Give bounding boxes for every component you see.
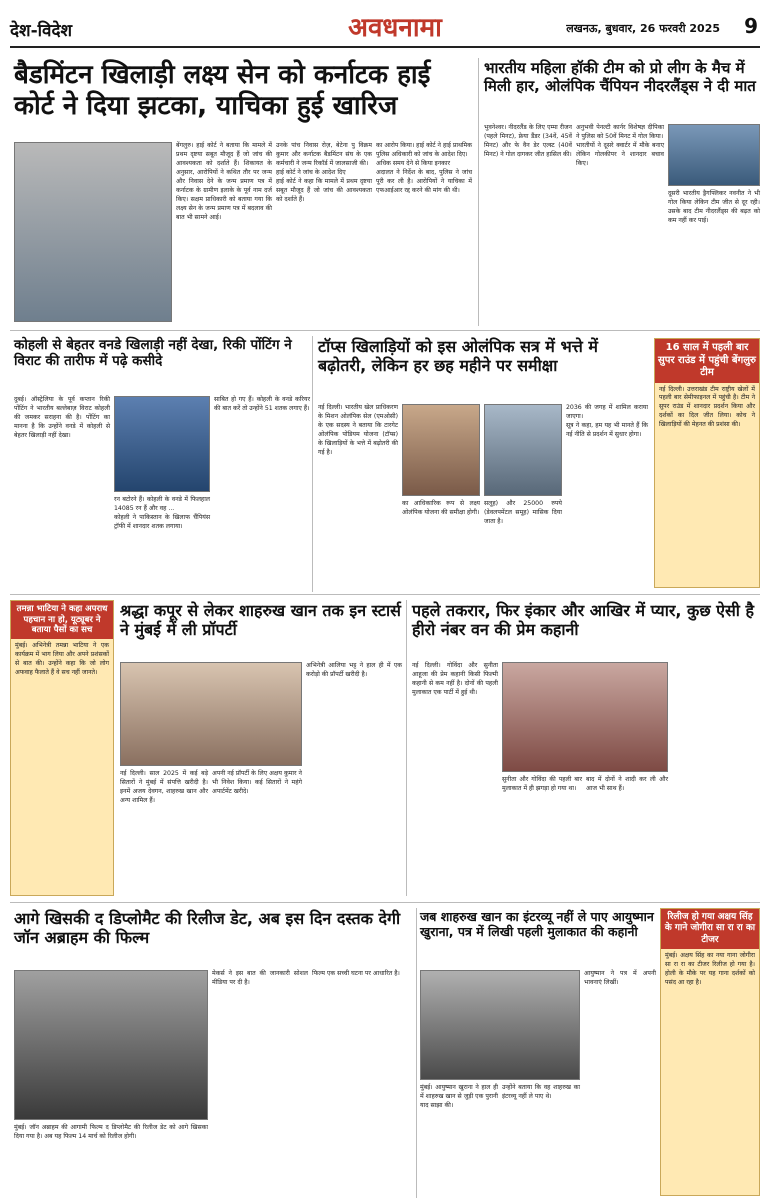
a4-col4: 2036 की जगह में शामिल कराया जाएगा। सूत्र ने कहा, हम यह भी मानते हैं कि नई नीति से प्रदर्शन में सुधार होगा।: [566, 404, 648, 438]
a4-col2: का आधिकारिक रूप से लक्ष्य ओलंपिक योजना की समीक्षा होगी।: [402, 500, 482, 516]
a8-headline: पहले तकरार, फिर इंकार और आखिर में प्यार, कुछ ऐसी है हीरो नंबर वन की प्रेम कहानी: [412, 601, 754, 639]
a10-headline: जब शाहरुख खान का इंटरव्यू नहीं ले पाए आयुष्मान खुराना, पत्र में लिखी पहली मुलाकात की कहानी: [420, 909, 654, 939]
a2-col1: भुवनेश्वर। नीदरलैंड के लिए एम्मा रीजन (पहले मिनट), फ्रेया डैंडर (34वें, 45वें मिनट) और फे वैन डेर एल्स्ट (40वें मिनट) ने गोल दागकर जीत हासिल की।: [484, 124, 574, 158]
divider-row3: [10, 902, 760, 903]
page-header: [10, 8, 760, 48]
divider-row2: [10, 594, 760, 595]
a11-headline: रिलीज हो गया अक्षय सिंह के गाने जोगीरा सा रा रा का टीजर: [661, 909, 759, 949]
a1-photo: [14, 142, 172, 322]
section-label: देश-विदेश: [10, 21, 73, 41]
divider-a1-a2: [478, 58, 479, 326]
a7-col1: नई दिल्ली। साल 2025 में कई बड़े सितारों ने मुंबई में संपत्ति खरीदी है। इनमें अजय देवगन, शाहरुख खान और अन्य शामिल हैं।: [120, 770, 210, 804]
a9-col3: फिल्म एक सच्ची घटना पर आधारित है।: [312, 970, 400, 977]
a5-body: नई दिल्ली। उत्तराखंड टीम राष्ट्रीय खेलों में पहली बार सेमीफाइनल में पहुंची है। टीम ने सुपर राउंड में शानदार प्रदर्शन किया और दर्शकों का दिल जीत लिया। कोच ने खिलाड़ियों की मेहनत की प्रशंसा की।: [659, 385, 757, 429]
a1-headline: बैडमिंटन खिलाड़ी लक्ष्य सेन को कर्नाटक हाई कोर्ट ने दिया झटका, याचिका हुई खारिज: [14, 60, 431, 121]
a6-body: मुंबई। अभिनेत्री तमन्ना भाटिया ने एक कार्यक्रम में भाग लिया और अपने प्रशंसकों से बात की। उन्होंने कहा कि जो लोग अफवाह फैलाते हैं वे सच नहीं जानते।: [15, 641, 111, 676]
a5-sidebox: [654, 338, 760, 588]
a10-col2: उन्होंने बताया कि वह शाहरुख का इंटरव्यू नहीं ले पाए थे।: [502, 1084, 582, 1100]
divider-row1: [10, 330, 760, 331]
masthead-logo: अवधनामा: [348, 13, 442, 43]
a3-col1: दुबई। ऑस्ट्रेलिया के पूर्व कप्तान रिकी पोंटिंग ने भारतीय बल्लेबाज़ विराट कोहली की जमकर सराहना की है। पोंटिंग का मानना है कि उन्होंने वनडे में कोहली से बेहतर खिलाड़ी नहीं देखा।: [14, 396, 112, 439]
divider-a3-a4: [312, 336, 313, 592]
a1-col1: बेंगलुरु। हाई कोर्ट ने बताया कि मामले में प्रथम दृष्टया सबूत मौजूद हैं जो जांच की आवश्यकता को दर्शाते हैं। शिकायत के अनुसार, आरोपियों ने कथित तौर पर जन्म और निवास देने के जन्म प्रमाण पत्र में कर्नाटक के ग्रामीण इलाके के पूर्व नाम दर्ज किए। सक्षम प्राधिकारी को बताया गया कि लक्ष्य सेन के जन्म प्रमाण पत्र में बदलाव की बात भी सामने आई।: [176, 142, 274, 221]
a10-col3: आयुष्मान ने पत्र में अपनी भावनाएं लिखीं।: [584, 970, 658, 986]
a4-col1: नई दिल्ली। भारतीय खेल प्राधिकरण के मिशन ओलंपिक सेल (एमओसी) के एक सदस्य ने बताया कि टारगेट ओलंपिक पोडियम योजना (टॉप्स) के खिलाड़ियों के भत्ते में बढ़ोतरी की गई है।: [318, 404, 400, 456]
a7-photo: [120, 662, 302, 766]
a2-col2: अनुभवी पेनल्टी कार्नर विशेषज्ञ दीपिका ने पुलिस को 50वें मिनट में गोल किया। भारतीयों ने दूसरे क्वार्टर में मौके बनाए लेकिन गोलकीपर ने शानदार बचाव किए।: [576, 124, 664, 167]
a4-headline: टॉप्स खिलाड़ियों को इस ओलंपिक सत्र में भत्ते में बढ़ोतरी, लेकिन हर छह महीने पर समीक्षा: [318, 337, 598, 375]
a9-headline: आगे खिसकी द डिप्लोमैट की रिलीज डेट, अब इस दिन दस्तक देगी जॉन अब्राहम की फिल्म: [14, 909, 401, 947]
a5-headline: 16 साल में पहली बार सुपर राउंड में पहुंची बेंगलुरु टीम: [655, 339, 759, 383]
a8-col1: नई दिल्ली। गोविंदा और सुनीता आहूजा की प्रेम कहानी किसी फिल्मी कहानी से कम नहीं है। दोनों की पहली मुलाकात एक पार्टी में हुई थी।: [412, 662, 500, 696]
a4-col3: सलूह) और 25000 रुपये (डेवलपमेंटल समूह) मासिक दिया जाता है।: [484, 500, 564, 525]
a2-photo: [668, 124, 760, 186]
a11-sidebox: [660, 908, 760, 1196]
divider-a9-a10: [416, 908, 417, 1198]
a3-headline: कोहली से बेहतर वनडे खिलाड़ी नहीं देखा, रिकी पोंटिंग ने विराट की तारीफ में पढ़े कसीदे: [14, 337, 292, 369]
a10-photo: [420, 970, 580, 1080]
a8-col3: बाद में दोनों ने शादी कर ली और आज भी साथ हैं।: [586, 776, 670, 792]
a3-col3: साबित हो गए हैं। कोहली के वनडे करियर की बात करें तो उन्होंने 51 शतक लगाए हैं।: [214, 396, 312, 412]
a7-headline: श्रद्धा कपूर से लेकर शाहरुख खान तक इन स्टार्स ने मुंबई में ली प्रॉपर्टी: [120, 601, 401, 639]
a6-headline: तमन्ना भाटिया ने कहा अपराध पहचान ना हो, यूट्यूबर ने बताया पैसों का सच: [11, 601, 113, 639]
a3-photo: [114, 396, 210, 492]
a7-col2: अपनी नई प्रॉपर्टी के लिए अक्षय कुमार ने भी निवेश किया। कई सितारों ने महंगे अपार्टमेंट खरीदे।: [212, 770, 304, 795]
a2-headline: भारतीय महिला हॉकी टीम को प्रो लीग के मैच में मिली हार, ओलंपिक चैंपियन नीदरलैंड्स ने दी मात: [484, 59, 756, 95]
a8-col2: सुनीता और गोविंदा की पहली बार मुलाकात में ही झगड़ा हो गया था।: [502, 776, 584, 792]
a10-col1: मुंबई। आयुष्मान खुराना ने हाल ही में शाहरुख खान से जुड़ी एक पुरानी याद साझा की।: [420, 1084, 500, 1109]
a11-body: मुंबई। अक्षय सिंह का नया गाना जोगीरा सा रा रा का टीजर रिलीज हो गया है। होली के मौके पर यह गाना दर्शकों को पसंद आ रहा है।: [665, 951, 757, 986]
divider-a7-a8: [406, 600, 407, 896]
a1-col3: का आरोप किया। हाई कोर्ट ने हाई प्राथमिक पुलिस अधिकारी को जांच के आदेश दिए। अधिक समय देने से किया इनकार अदालत ने निर्देश के बाद, पुलिस ने जांच पूरी कर ली है। आरोपियों ने याचिका में एफआईआर रद्द करने की मांग की थी।: [376, 142, 472, 194]
dateline: लखनऊ, बुधवार, 26 फरवरी 2025: [566, 22, 720, 35]
a9-photo: [14, 970, 208, 1120]
a7-col3: अभिनेत्री आलिया भट्ट ने हाल ही में एक करोड़ो की प्रॉपर्टी खरीदी है।: [306, 662, 404, 678]
page-number: 9: [744, 14, 758, 38]
a9-col2: मेकर्स ने इस बात की जानकारी सोशल मीडिया पर दी है।: [212, 970, 310, 986]
a3-col2: रन बटोरने हैं। कोहली के वनडे में फिलहाल 14085 रन हैं और वह ... कोहली ने पाकिस्तान के खिलाफ चैंपियंस ट्रॉफी में शानदार शतक लगाया।: [114, 496, 210, 530]
a4-photo-right: [484, 404, 562, 496]
a9-col1: मुंबई। जॉन अब्राहम की आगामी फिल्म द डिप्लोमैट की रिलीज डेट को आगे खिसका दिया गया है। अब यह फिल्म 14 मार्च को रिलीज होगी।: [14, 1124, 210, 1140]
a1-col2: उनके पांच निवास रोज़, बेटेना पु विक्रम कुमार और कर्नाटक बैडमिंटन संघ के एक कर्मचारी ने जन्म रिकॉर्ड में जालसाजी की। हाई कोर्ट ने जांच के आदेश दिए हाई कोर्ट ने कहा कि मामले में प्रथम दृष्टया सबूत मौजूद हैं जो जांच की आवश्यकता को दर्शाते हैं।: [276, 142, 372, 203]
a4-photo-left: [402, 404, 480, 496]
a6-sidebox: [10, 600, 114, 896]
a8-photo: [502, 662, 668, 772]
a2-col3: दूसरी भारतीय ड्रैगफ्लिकर नवनीत ने भी गोल किया लेकिन टीम जीत से दूर रही। उसके बाद टीम नीदरलैंड्स की बढ़त को कम नहीं कर पाई।: [668, 190, 762, 224]
